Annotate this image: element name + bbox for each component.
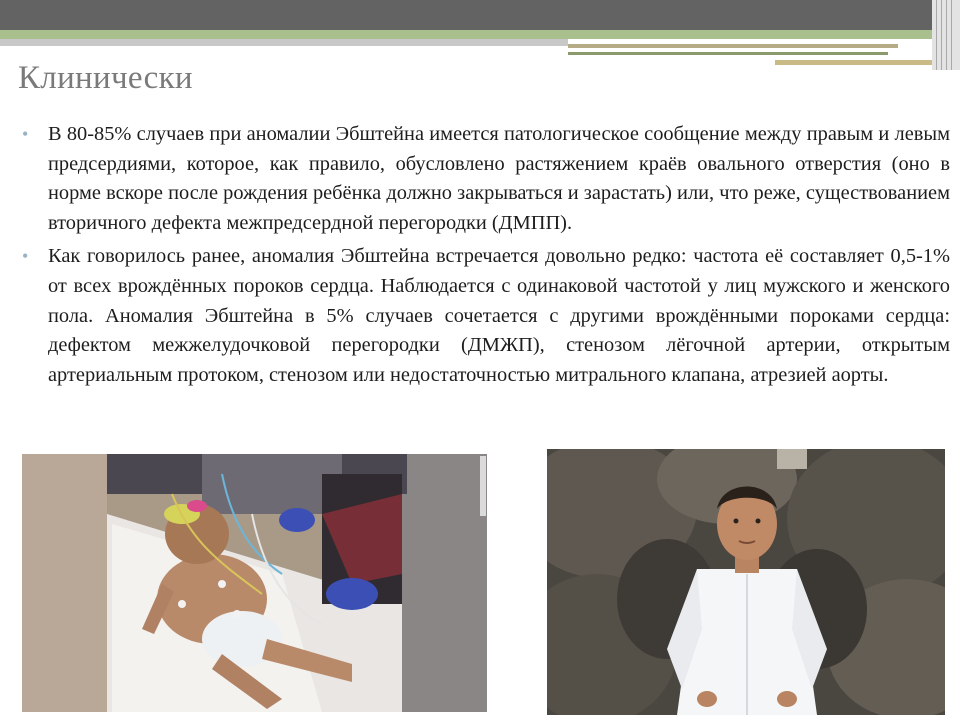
slide-title: Клинически [18,60,193,96]
banner-dark-stripe [0,0,960,30]
banner-divider [951,0,952,70]
banner-accent-line [568,52,888,55]
bullet-item [20,242,950,390]
banner-green-stripe [0,30,960,39]
bullet-list [20,120,950,390]
bullet-text: В 80-85% случаев при аномалии Эбштейна имеется патологическое сообщение между правым и левым предсердиями, которое, как правило, обусловлено растяжением краёв овального отверстия (оно в норме вскоре после рождения ребёнка должно закрываться и зарастать) или, что реже, существованием вторичного дефекта межпредсердной перегородки (ДМПП). [48,123,950,234]
bullet-text: Как говорилось ранее, аномалия Эбштейна встречается довольно редко: частота её составляет 0,5-1% от всех врождённых пороков сердца. Наблюдается с одинаковой частотой у лиц мужского и женского пола. Аномалия Эбштейна в 5% случаев сочетается с другими врождёнными пороками сердца: дефектом межжелудочковой перегородки (ДМЖП), стенозом лёгочной артерии, открытым артериальным протоком, стенозом или недостаточностью митрального клапана, атрезией аорты. [48,245,950,386]
banner-gray-stripe [0,39,568,46]
bullet-item [20,120,950,238]
photo-boy-rocks [547,449,945,715]
banner-accent-line [568,44,898,48]
slide-body [20,120,950,394]
infant-hospital-illustration [22,454,487,712]
photo-infant-hospital [22,454,487,712]
banner-divider [941,0,942,70]
banner-accent-line [775,60,943,65]
banner-divider [936,0,937,70]
bullet-icon: • [22,246,29,267]
banner-divider [946,0,947,70]
bullet-icon: • [22,124,29,144]
boy-rocks-illustration [547,449,945,715]
